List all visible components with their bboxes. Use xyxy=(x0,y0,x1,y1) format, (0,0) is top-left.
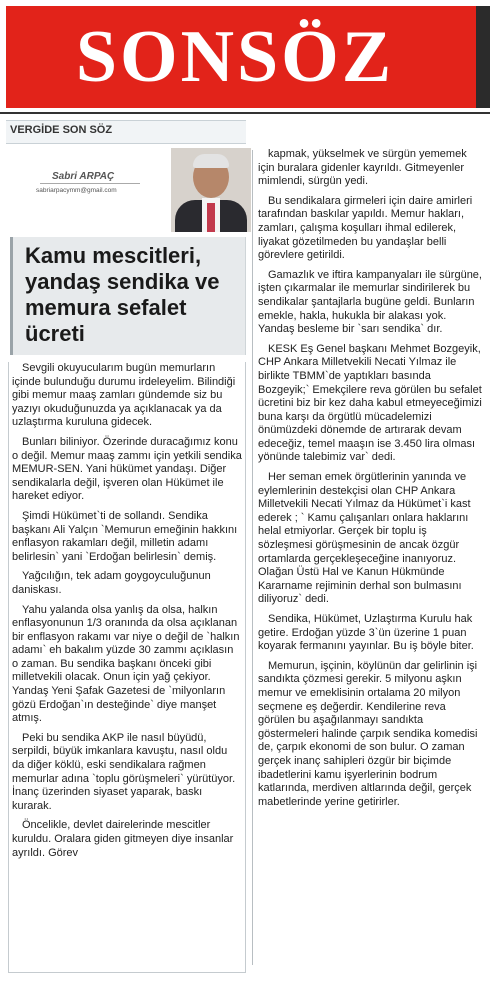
masthead-rule xyxy=(0,112,490,114)
author-divider xyxy=(40,183,140,184)
paragraph: Yahu yalanda olsa yanlış da olsa, halkın enflasyonunun 1/3 oranında da olsa açıklanan bir enflasyon rakamı var niye o değil de `halkın adamı` eh bakalım yüzde 30 zammı açıklasın o zaman. Bu sendika başkanı önceki gibi milletvekili olacak. Onun için yağ çekiyor. Yandaş Yeni Şafak Gazetesi de `milyonların gözü Erdoğan`ın desteğinde` diye manşet atmış. xyxy=(12,603,240,725)
paragraph: Gamazlık ve iftira kampanyaları ile sürgüne, işten çıkarmalar ile memurlar sindirilerek bu sendikalar şantajlarla bugüne geldi. Bunların emekle, hakla, hukukla bir alakası yok. Yandaş besleme bir `sarı sendika` dır. xyxy=(258,268,482,336)
paragraph: Memurun, işçinin, köylünün dar gelirlinin işi sandıkta çözmesi gerekir. 5 milyonu aşkın memur ve emeklisinin ortalama 20 milyon seçmene eş değerdir. Kendilerine reva görülen bu aşağılanmayı sandıkta göstermeleri halinde çarpık sendika komedisi de, çarpık ekonomi de son bulur. O zaman gerçek inanç sahipleri özgür bir biçimde ibadetlerini kamu işyerlerinin bodrum katlarında, merdiven altlarında değil, gerçek mabetlerinde yerine getirirler. xyxy=(258,659,478,808)
masthead xyxy=(0,0,490,112)
paragraph: Öncelikle, devlet dairelerinde mescitler kuruldu. Oralara giden gitmeyen diye insanlar ayrıldı. Görev xyxy=(12,819,234,859)
right-paragraphs xyxy=(258,148,484,809)
paragraph: Her seman emek örgütlerinin yanında ve eylemlerinin destekçisi olan CHP Ankara Milletvekili Necati Yılmaz da Hükümet`i kast ederek ; ` Kamu çalışanları onlara haklarını helal etmiyorlar. Gerçek bir toplu iş sözleşmesi görüşmesinin de ancak özgür ortamlarda gerçekleşeceğine inanıyoruz. Olağan Üstü Hal ve Kanun Hükmünde Kararname rejiminin derhal son bulmasını diliyoruz` dedi. xyxy=(258,471,471,606)
headline-box xyxy=(10,237,246,355)
column-header xyxy=(6,120,246,144)
article-body-right xyxy=(258,148,484,815)
author-box xyxy=(6,145,251,237)
masthead-edge xyxy=(476,6,490,108)
column-divider xyxy=(252,150,253,965)
paragraph: Bunları biliniyor. Özerinde duracağımız konu o değil. Memur maaş zammı için yetkili sendika MEMUR-SEN. Yani hükümet yandaşı. Diğer sendikalarla değil, işveren olan Hükümet ile hareket ediyor. xyxy=(12,435,242,503)
paragraph: Bu sendikalara girmeleri için daire amirleri tarafından baskılar yapıldı. Memur hakları, zamları, çalışma koşulları ihmal edilerek, liyakat gözetilmeden bu yandaşlar belli görevlere getirildi. xyxy=(258,194,473,262)
paragraph: Sendika, Hükümet, Uzlaştırma Kurulu hak getire. Erdoğan yüzde 3`ün üzerine 1 puan koyarak fermanını yayınlar. Bu iş böyle biter. xyxy=(258,613,474,653)
paragraph: Yağcılığın, tek adam goygoyculuğunun daniskası. xyxy=(12,570,211,596)
author-email: sabriarpacymm@gmail.com xyxy=(36,187,117,194)
paragraph: Peki bu sendika AKP ile nasıl büyüdü, serpildi, büyük imkanlara kavuştu, nasıl oldu da diğer köklü, eski sendikalara rağmen memurlar adına `toplu görüşmeleri` yürütüyor. İnanç üzerinden siyaset yaparak, baskı kurarak. xyxy=(12,731,236,812)
paragraph: Şimdi Hükümet`ti de sollandı. Sendika başkanı Ali Yalçın `Memurun emeğinin hakkını enflasyon rakamları değil, milletin adamı belirlesin` yani `Erdoğan belirlesin` demiş. xyxy=(12,509,238,563)
article-headline: Kamu mescitleri, yandaş sendika ve memura sefalet ücreti xyxy=(25,243,220,346)
author-photo xyxy=(171,148,251,232)
paragraph: KESK Eş Genel başkanı Mehmet Bozgeyik, CHP Ankara Milletvekili Necati Yılmaz ile birlikte TBMM`de yaptıkları basında Bozgeyik;` Emekçilere reva görülen bu sefalet ücretini biz bir kez daha kabul etmeyeceğimizi buna karşı da örgütlü mücadelemizi önümüzdeki dönemde de artırarak devam edeceğiz, temel maaşın ise 3.450 lira olması yönünde talebimiz var` dedi. xyxy=(258,342,482,464)
author-name: Sabri ARPAÇ xyxy=(52,171,115,182)
newspaper-logo: SONSÖZ xyxy=(75,16,395,98)
paragraph: Sevgili okuyucularım bugün memurların içinde bulunduğu durumu irdeleyelim. Bilindiği gibi memur maaş zamları gündemde siz bu yazıyı okuduğunuzda ya açıklanacak ya da uzlaştırma kuruluna gidecek. xyxy=(12,362,236,429)
body-frame xyxy=(8,362,246,973)
article-body-left xyxy=(12,362,242,866)
paragraph: kapmak, yükselmek ve sürgün yememek için buralara gidenler kayrıldı. Gitmeyenler mimlendi, sürgün yedi. xyxy=(258,148,467,188)
column-name: VERGİDE SON SÖZ xyxy=(10,124,113,136)
